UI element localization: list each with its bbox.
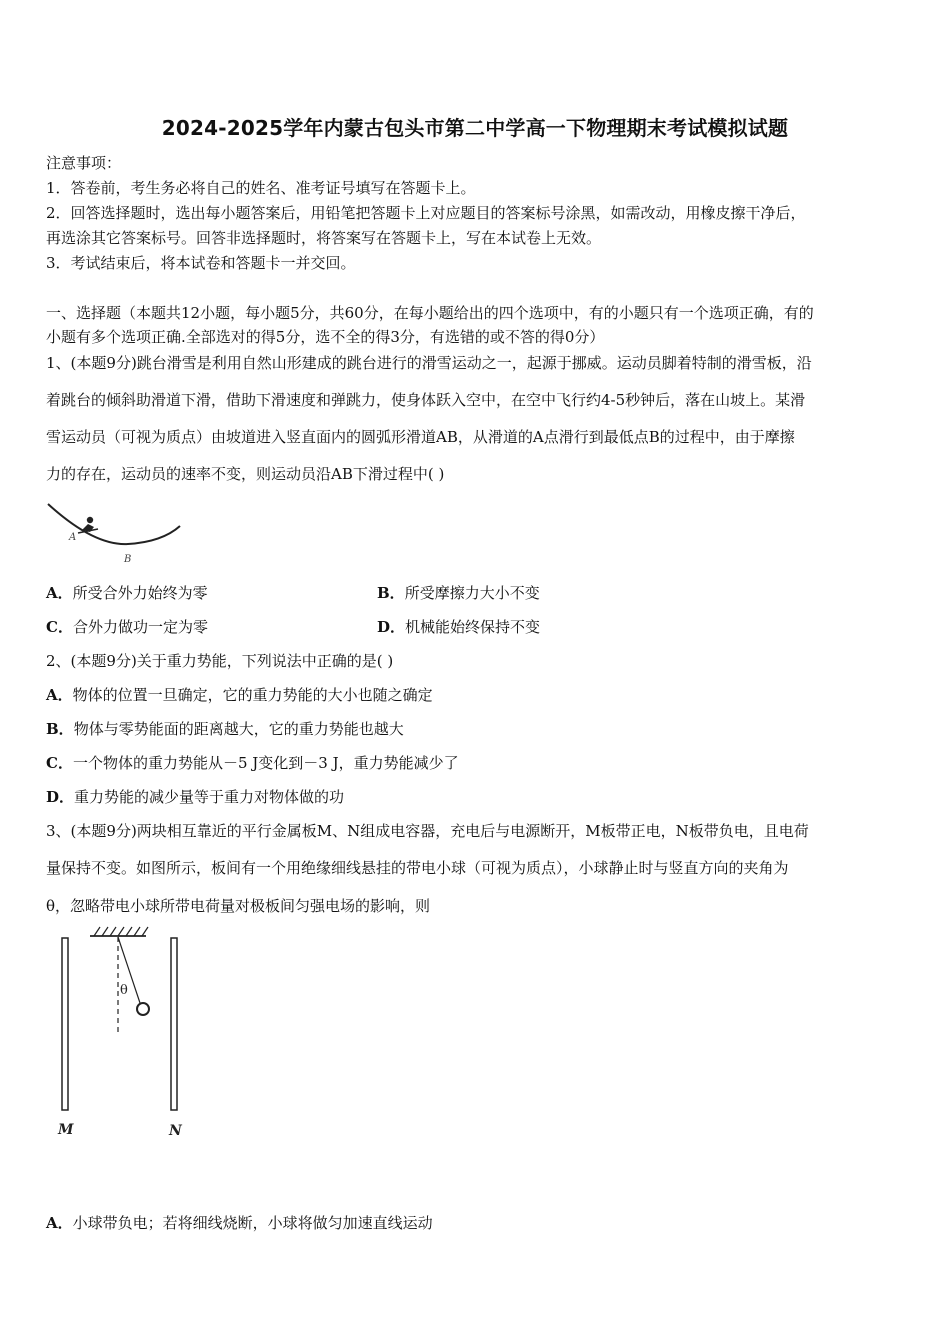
option-key: A． — [46, 584, 73, 602]
option-b[interactable] — [377, 582, 540, 603]
option-key: B． — [46, 720, 74, 738]
notice-item: 再选涂其它答案标号。回答非选择题时，将答案写在答题卡上，写在本试卷上无效。 — [46, 229, 602, 247]
question-3-line: 3、(本题9分)两块相互靠近的平行金属板M、N组成电容器，充电后与电源断开，M板带正电，N板带负电，且电荷 — [46, 822, 809, 840]
plate-m — [62, 938, 68, 1110]
option-key: A． — [46, 686, 73, 704]
notice-item: 1．答卷前，考生务必将自己的姓名、准考证号填写在答题卡上。 — [46, 179, 476, 197]
option-key: C． — [46, 618, 73, 636]
option-key: C． — [46, 754, 73, 772]
ski-slope-figure — [44, 498, 184, 570]
arc-track — [48, 504, 180, 544]
option-text: 所受合外力始终为零 — [72, 584, 208, 602]
notice-heading: 注意事项： — [46, 154, 122, 172]
option-a[interactable] — [46, 684, 433, 705]
question-3-line: θ，忽略带电小球所带电荷量对极板间匀强电场的影响，则 — [46, 897, 431, 915]
question-1-line: 雪运动员（可视为质点）由坡道进入竖直面内的圆弧形滑道AB，从滑道的A点滑行到最低点B的过程中，由于摩擦 — [46, 428, 795, 446]
option-key: D． — [377, 618, 406, 636]
option-c[interactable] — [46, 752, 459, 773]
option-c[interactable] — [46, 616, 208, 637]
plate-m-label: M — [58, 1122, 74, 1138]
question-1-line: 着跳台的倾斜助滑道下滑，借助下滑速度和弹跳力，使身体跃入空中，在空中飞行约4-5秒钟后，落在山坡上。某滑 — [46, 391, 806, 409]
option-a[interactable] — [46, 1212, 433, 1233]
section-line: 小题有多个选项正确.全部选对的得5分，选不全的得3分，有选错的或不答的得0分） — [46, 328, 605, 346]
option-b[interactable] — [46, 718, 404, 739]
option-text: 所受摩擦力大小不变 — [404, 584, 540, 602]
capacitor-figure — [50, 922, 190, 1144]
charged-ball — [137, 1003, 149, 1015]
question-1-line: 力的存在，运动员的速率不变，则运动员沿AB下滑过程中( ) — [46, 465, 445, 483]
option-text: 机械能始终保持不变 — [405, 618, 541, 636]
option-key: B． — [377, 584, 405, 602]
question-2-stem: 2、(本题9分)关于重力势能，下列说法中正确的是( ) — [46, 652, 394, 670]
notice-item: 3．考试结束后，将本试卷和答题卡一并交回。 — [46, 254, 356, 272]
option-key: D． — [46, 788, 75, 806]
notice-item: 2．回答选择题时，选出每小题答案后，用铅笔把答题卡上对应题目的答案标号涂黑，如需改动，用橡皮擦干净后， — [46, 204, 806, 222]
question-3-line: 量保持不变。如图所示，板间有一个用绝缘细线悬挂的带电小球（可视为质点），小球静止时与竖直方向的夹角为 — [46, 859, 789, 877]
option-text: 重力势能的减少量等于重力对物体做的功 — [74, 788, 345, 806]
page-title: 2024-2025学年内蒙古包头市第二中学高一下物理期末考试模拟试题 — [161, 116, 789, 140]
option-text: 合外力做功一定为零 — [72, 618, 208, 636]
theta-label: θ — [120, 983, 128, 998]
option-text: 物体的位置一旦确定，它的重力势能的大小也随之确定 — [72, 686, 433, 704]
option-text: 一个物体的重力势能从－5 J变化到－3 J，重力势能减少了 — [72, 754, 459, 772]
option-text: 物体与零势能面的距离越大，它的重力势能也越大 — [73, 720, 404, 738]
plate-n-label: N — [169, 1123, 182, 1139]
option-key: A． — [46, 1214, 73, 1232]
option-d[interactable] — [46, 786, 344, 807]
question-1-line: 1、(本题9分)跳台滑雪是利用自然山形建成的跳台进行的滑雪运动之一，起源于挪威。运动员脚着特制的滑雪板，沿 — [46, 354, 812, 372]
ceiling-hatch — [90, 927, 148, 936]
option-a[interactable] — [46, 582, 208, 603]
option-text: 小球带负电；若将细线烧断，小球将做匀加速直线运动 — [72, 1214, 433, 1232]
plate-n — [171, 938, 177, 1110]
section-line: 一、选择题（本题共12小题，每小题5分，共60分，在每小题给出的四个选项中，有的小题只有一个选项正确，有的 — [46, 304, 814, 322]
option-d[interactable] — [377, 616, 540, 637]
point-b-label: B — [124, 554, 132, 565]
point-a-label: A — [69, 532, 77, 543]
